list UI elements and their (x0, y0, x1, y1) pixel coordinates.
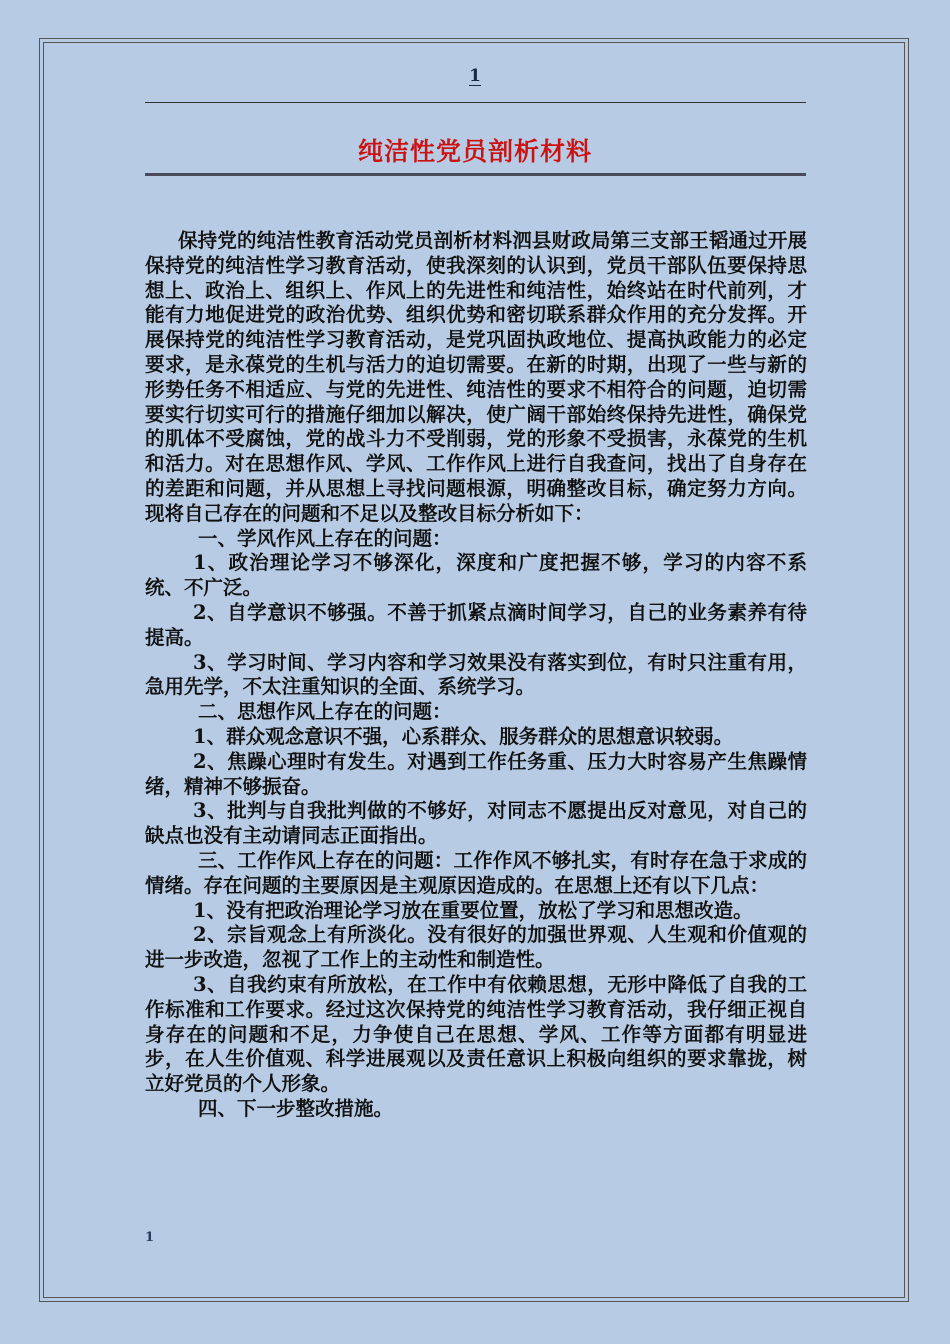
paragraph: 3、批判与自我批判做的不够好，对同志不愿提出反对意见，对自己的缺点也没有主动请同志正面指出。 (145, 799, 807, 848)
section-heading-1: 一、学风作风上存在的问题： (198, 526, 452, 550)
section-heading-4: 四、下一步整改措施。 (198, 1096, 394, 1120)
paragraph: 1、没有把政治理论学习放在重要位置，放松了学习和思想改造。 (193, 898, 753, 922)
footer-page-number: 1 (145, 1230, 155, 1245)
document-title: 纯洁性党员剖析材料 (357, 137, 592, 166)
paragraph-intro: 保持党的纯洁性教育活动党员剖析材料泗县财政局第三支部王韬通过开展保持党的纯洁性学习教育活动，使我深刻的认识到，党员干部队伍要保持思想上、政治上、组织上、作风上的先进性和纯洁性，始终站在时代前列，才能有力地促进党的政治优势、组织优势和密切联系群众作用的充分发挥。开展保持党的纯洁性学习教育活动，是党巩固执政地位、提高执政能力的必定要求，是永葆党的生机与活力的迫切需要。在新的时期，出现了一些与新的形势任务不相适应、与党的先进性、纯洁性的要求不相符合的问题，迫切需要实行切实可行的措施仔细加以解决，使广阔干部始终保持先进性，确保党的肌体不受腐蚀，党的战斗力不受削弱，党的形象不受损害，永葆党的生机和活力。对在思想作风、学风、工作作风上进行自我查问，找出了自身存在的差距和问题，并从思想上寻找问题根源，明确整改目标，确定努力方向。 现将自己存在的问题和不足以及整改目标分析如下： (145, 229, 807, 525)
paragraph: 1、群众观念意识不强，心系群众、服务群众的思想意识较弱。 (193, 724, 734, 748)
paragraph: 2、焦躁心理时有发生。对遇到工作任务重、压力大时容易产生焦躁情绪，精神不够振奋。 (145, 749, 807, 798)
header-page-number: 1 (469, 66, 481, 86)
section-heading-2: 二、思想作风上存在的问题： (198, 700, 452, 724)
paragraph: 2、自学意识不够强。不善于抓紧点滴时间学习，自己的业务素养有待提高。 (145, 600, 807, 649)
paragraph: 3、学习时间、学习内容和学习效果没有落实到位，有时只注重有用，急用先学，不太注重知识的全面、系统学习。 (145, 650, 807, 699)
document-body (145, 229, 807, 1122)
title-rule (145, 173, 806, 176)
header-rule (145, 102, 806, 103)
paragraph: 1、政治理论学习不够深化，深度和广度把握不够，学习的内容不系统、不广泛。 (145, 551, 807, 600)
section-heading-3: 三、工作作风上存在的问题：工作作风不够扎实，有时存在急于求成的情绪。存在问题的主要原因是主观原因造成的。在思想上还有以下几点： (145, 848, 807, 897)
paragraph: 3、自我约束有所放松，在工作中有依赖思想，无形中降低了自我的工作标准和工作要求。经过这次保持党的纯洁性学习教育活动，我仔细正视自身存在的问题和不足，力争使自己在思想、学风、工作等方面都有明显进步，在人生价值观、科学进展观以及责任意识上积极向组织的要求靠拢，树立好党员的个人形象。 (145, 972, 807, 1096)
paragraph: 2、宗旨观念上有所淡化。没有很好的加强世界观、人生观和价值观的进一步改造，忽视了工作上的主动性和制造性。 (145, 923, 807, 972)
